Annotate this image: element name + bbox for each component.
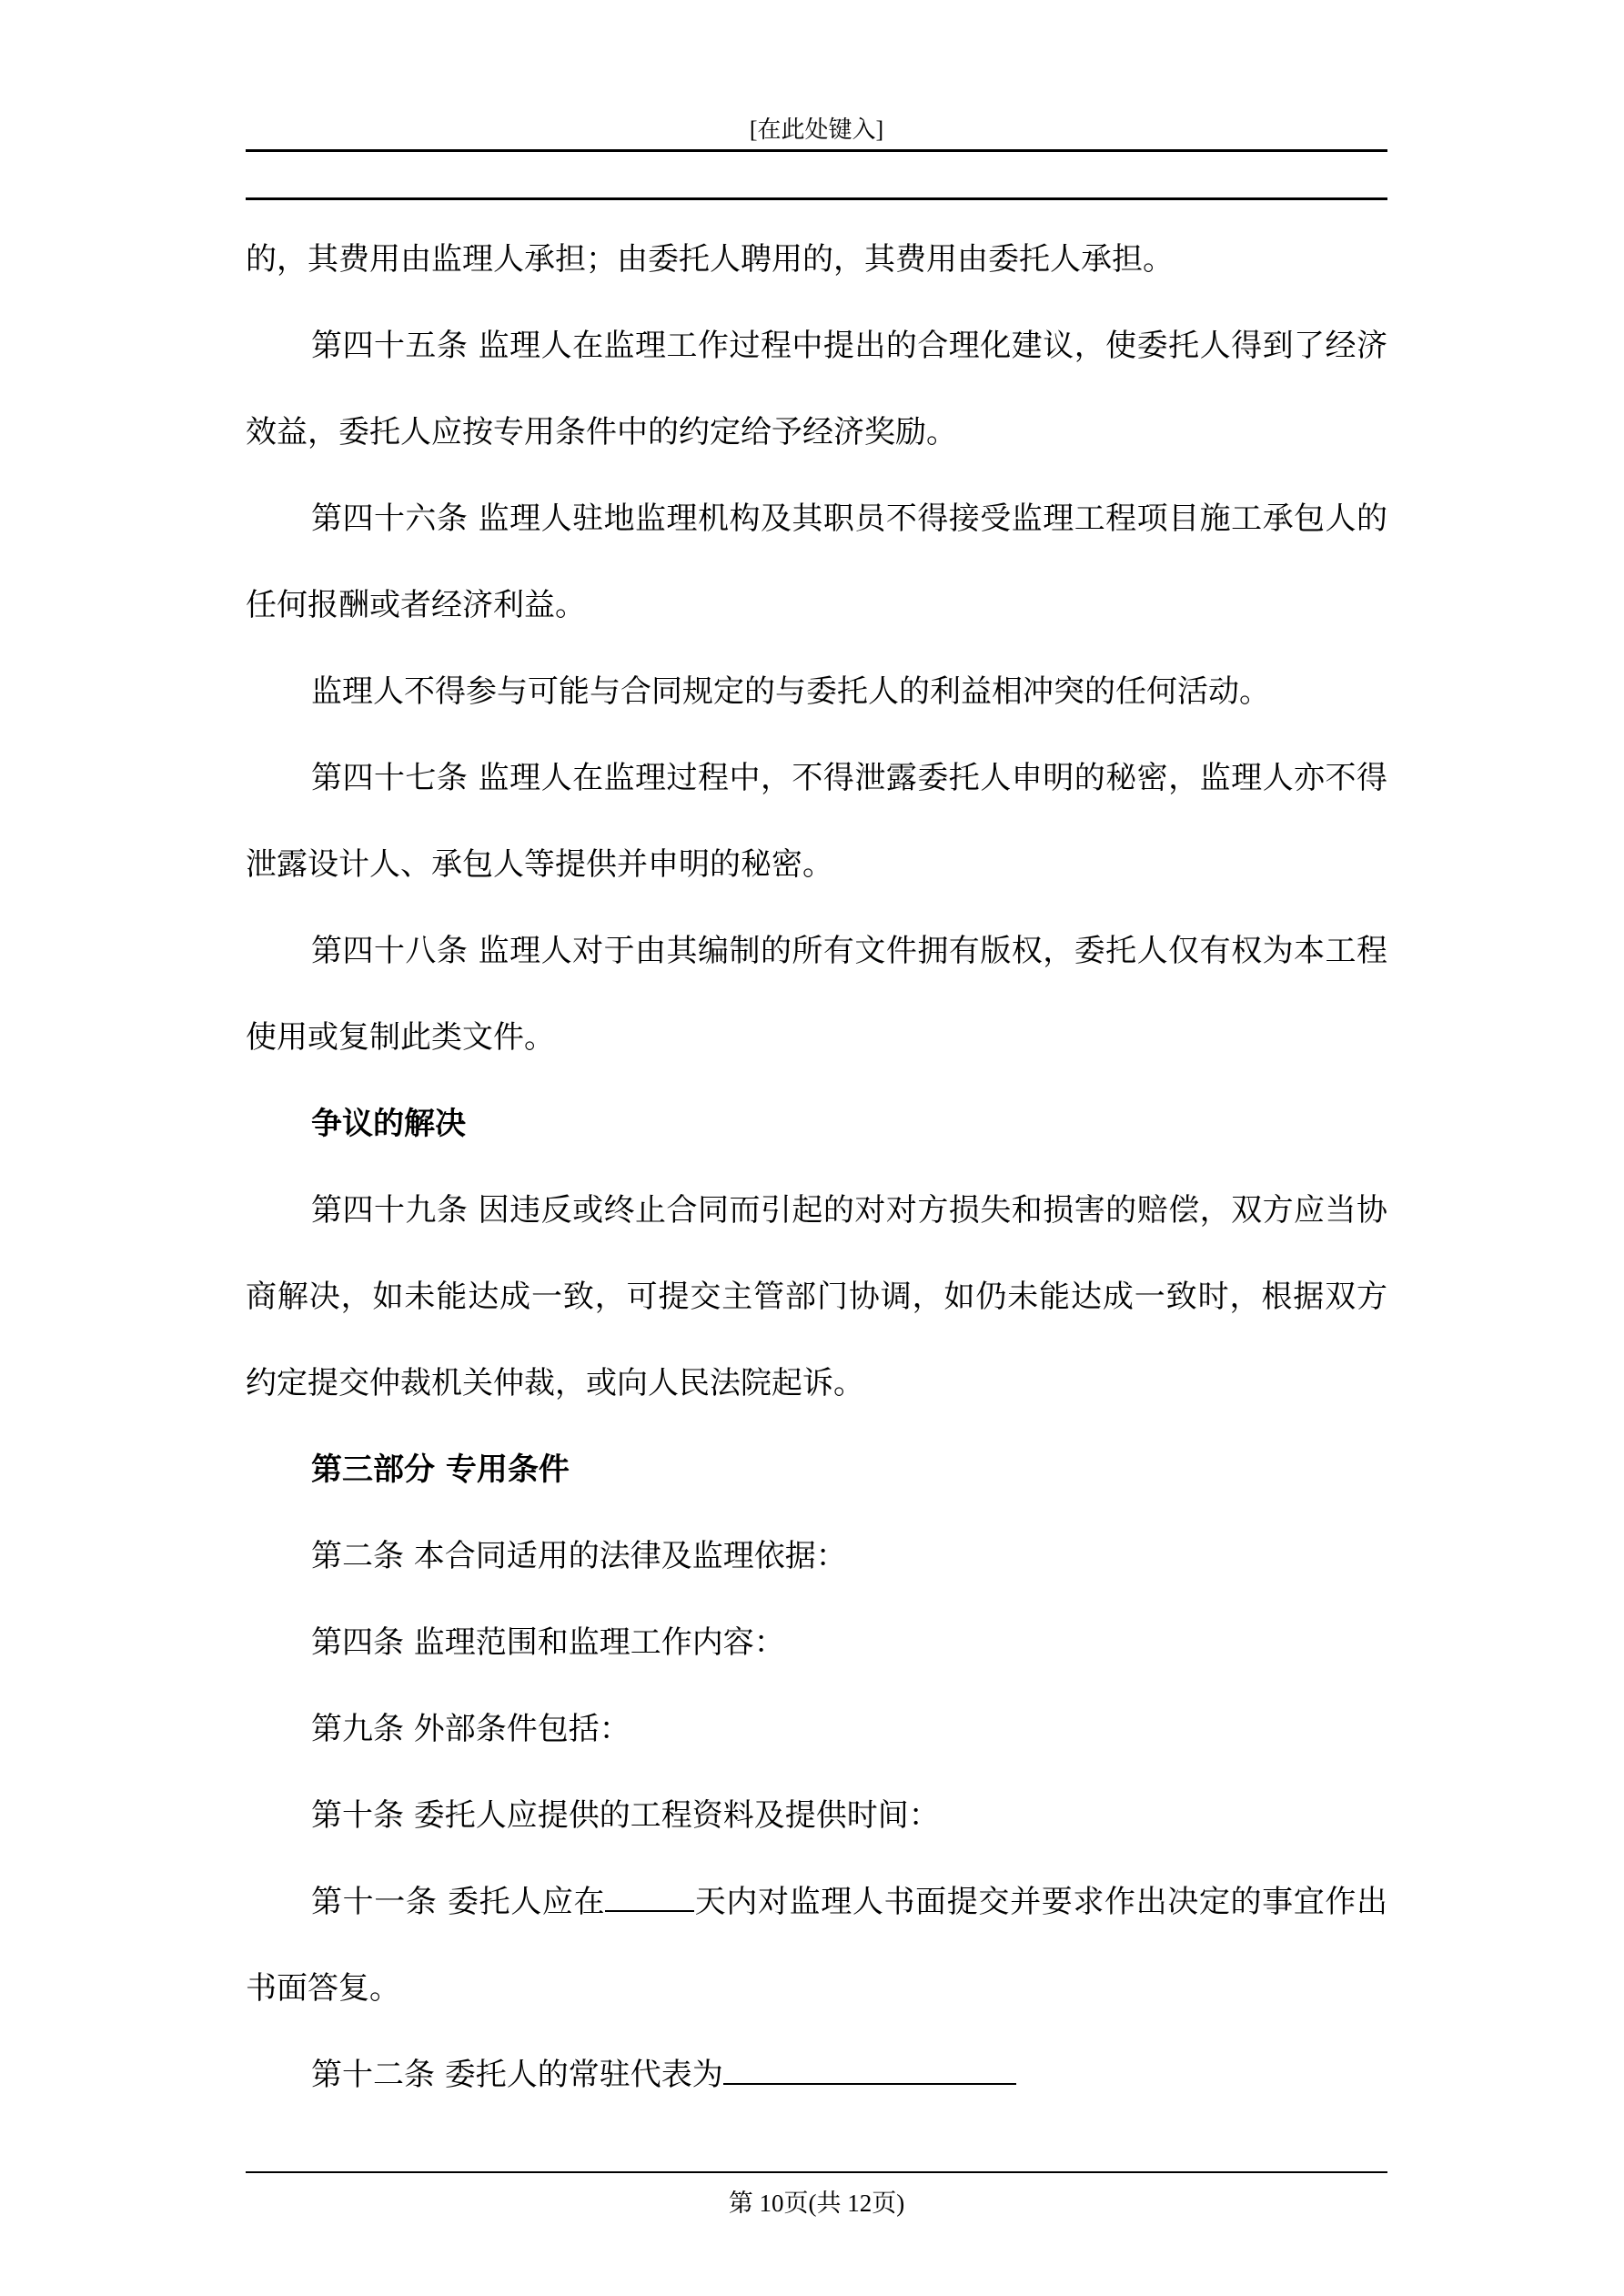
fill-in-blank-days[interactable] [605,1883,694,1912]
section-heading-part-three: 第三部分 专用条件 [311,1451,570,1488]
footer-rule [246,2171,1387,2173]
header-rule [246,149,1387,152]
paragraph-article-45: 第四十五条 监理人在监理工作过程中提出的合理化建议，使委托人得到了经济效益，委托人应按专用条件中的约定给予经济奖励。 [246,328,1387,450]
fill-in-blank-representative[interactable] [723,2056,1016,2085]
paragraph-special-article-2: 第二条 本合同适用的法律及监理依据： [311,1538,847,1574]
paragraph-article-49: 第四十九条 因违反或终止合同而引起的对对方损失和损害的赔偿，双方应当协商解决，如未能达成一致，可提交主管部门协调，如仍未能达成一致时，根据双方约定提交仲裁机关仲裁，或向人民法院起诉。 [246,1192,1387,1401]
page-footer: 第 10页(共 12页) [728,2190,905,2217]
section-heading-dispute: 争议的解决 [311,1106,466,1142]
paragraph-special-article-11 [246,1859,1387,2032]
paragraph-article-46: 第四十六条 监理人驻地监理机构及其职员不得接受监理工程项目施工承包人的任何报酬或者经济利益。 [246,501,1387,623]
paragraph-special-article-10: 第十条 委托人应提供的工程资料及提供时间： [311,1797,940,1834]
paragraph-article-47: 第四十七条 监理人在监理过程中，不得泄露委托人申明的秘密，监理人亦不得泄露设计人、承包人等提供并申明的秘密。 [246,760,1387,883]
paragraph-article-48: 第四十八条 监理人对于由其编制的所有文件拥有版权，委托人仅有权为本工程使用或复制此类文件。 [246,933,1387,1056]
paragraph-special-article-4: 第四条 监理范围和监理工作内容： [311,1624,785,1661]
paragraph-special-article-12 [246,2032,1387,2119]
paragraph-continuation: 的，其费用由监理人承担；由委托人聘用的，其费用由委托人承担。 [246,241,1174,278]
article-11-text-before: 第十一条 委托人应在 [311,1884,606,1920]
document-body [246,217,1387,2119]
header-rule-secondary [246,197,1387,200]
paragraph-article-46-sub: 监理人不得参与可能与合同规定的与委托人的利益相冲突的任何活动。 [311,673,1270,710]
article-11-text-after: 天内对监理人书面提交并要求作出决定的事宜作出书面答复。 [246,1884,1388,2007]
paragraph-special-article-9: 第九条 外部条件包括： [311,1711,630,1747]
article-12-text: 第十二条 委托人的常驻代表为 [311,2057,723,2093]
page-header: [在此处键入] [749,116,884,143]
